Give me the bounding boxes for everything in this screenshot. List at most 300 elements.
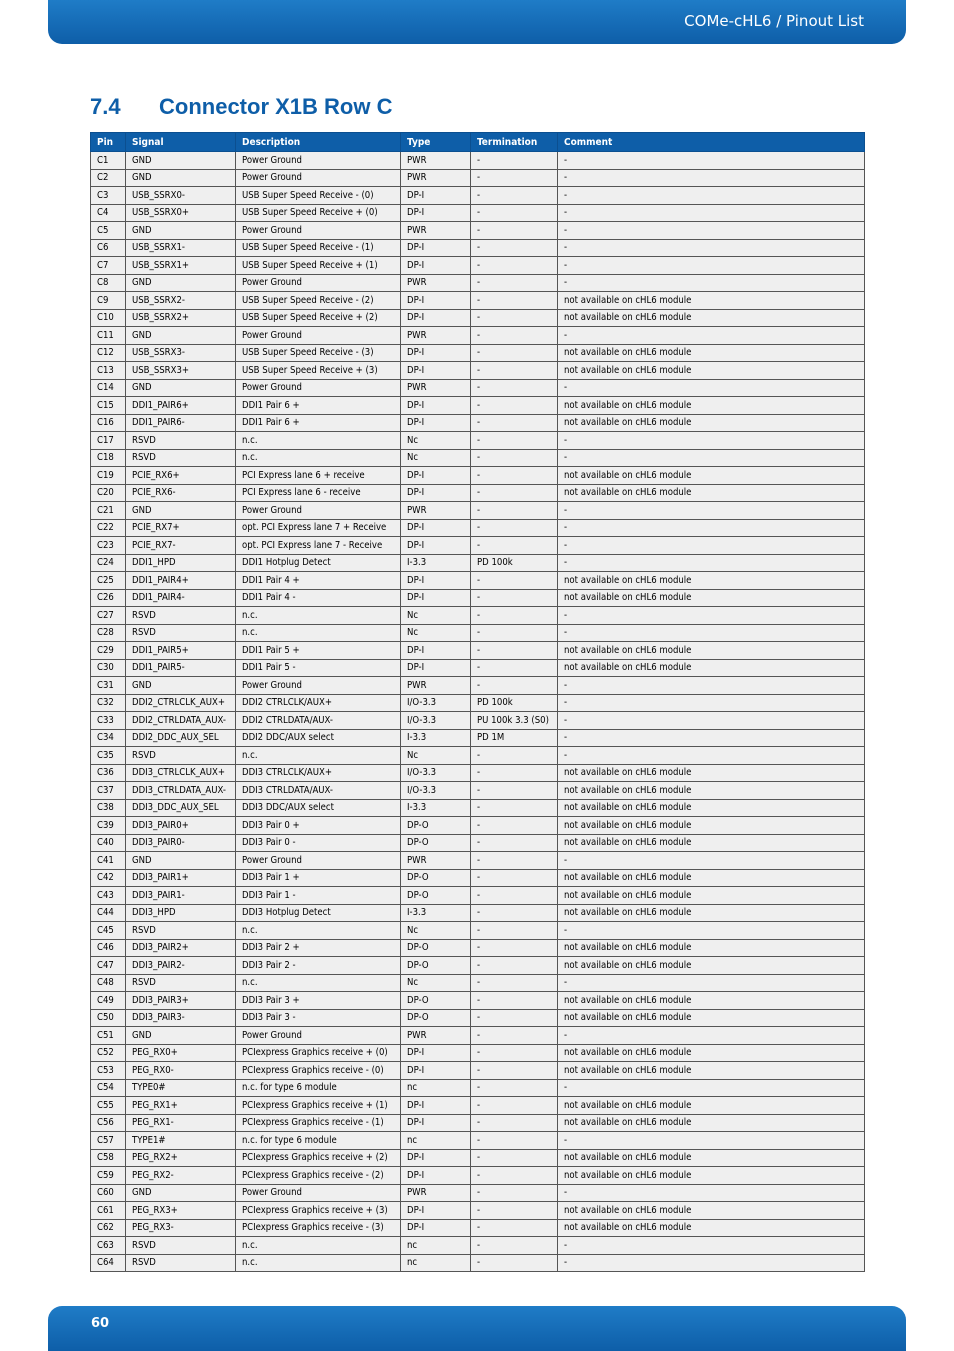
cell-description: opt. PCI Express lane 7 + Receive xyxy=(236,519,401,537)
cell-pin: C18 xyxy=(91,449,126,467)
cell-pin: C14 xyxy=(91,379,126,397)
cell-pin: C54 xyxy=(91,1079,126,1097)
cell-description: USB Super Speed Receive - (0) xyxy=(236,187,401,205)
cell-signal: USB_SSRX2- xyxy=(126,292,236,310)
cell-signal: PEG_RX3+ xyxy=(126,1202,236,1220)
cell-description: PCIexpress Graphics receive - (0) xyxy=(236,1062,401,1080)
cell-type: DP-O xyxy=(401,992,471,1010)
cell-pin: C2 xyxy=(91,169,126,187)
cell-signal: USB_SSRX0- xyxy=(126,187,236,205)
cell-comment: - xyxy=(558,712,865,730)
table-row xyxy=(91,1027,865,1045)
table-row xyxy=(91,974,865,992)
table-row xyxy=(91,204,865,222)
cell-termination: - xyxy=(471,309,558,327)
cell-comment: - xyxy=(558,204,865,222)
table-row xyxy=(91,939,865,957)
cell-description: Power Ground xyxy=(236,502,401,520)
table-row xyxy=(91,257,865,275)
cell-type: DP-I xyxy=(401,1202,471,1220)
cell-type: DP-I xyxy=(401,589,471,607)
cell-comment: - xyxy=(558,1132,865,1150)
cell-comment: - xyxy=(558,537,865,555)
cell-description: PCIexpress Graphics receive + (3) xyxy=(236,1202,401,1220)
cell-signal: RSVD xyxy=(126,624,236,642)
cell-signal: GND xyxy=(126,1027,236,1045)
table-row xyxy=(91,1184,865,1202)
cell-type: nc xyxy=(401,1254,471,1272)
cell-signal: USB_SSRX2+ xyxy=(126,309,236,327)
cell-termination: - xyxy=(471,764,558,782)
cell-signal: DDI1_PAIR6+ xyxy=(126,397,236,415)
cell-description: USB Super Speed Receive - (3) xyxy=(236,344,401,362)
cell-type: Nc xyxy=(401,432,471,450)
cell-comment: not available on cHL6 module xyxy=(558,659,865,677)
cell-comment: not available on cHL6 module xyxy=(558,817,865,835)
cell-pin: C21 xyxy=(91,502,126,520)
table-row xyxy=(91,817,865,835)
cell-pin: C47 xyxy=(91,957,126,975)
cell-signal: DDI1_PAIR5+ xyxy=(126,642,236,660)
cell-description: USB Super Speed Receive + (0) xyxy=(236,204,401,222)
cell-signal: RSVD xyxy=(126,449,236,467)
cell-type: DP-I xyxy=(401,1044,471,1062)
cell-type: Nc xyxy=(401,607,471,625)
table-row xyxy=(91,869,865,887)
cell-pin: C42 xyxy=(91,869,126,887)
table-row xyxy=(91,169,865,187)
table-row xyxy=(91,782,865,800)
cell-termination: - xyxy=(471,537,558,555)
cell-type: I-3.3 xyxy=(401,904,471,922)
cell-pin: C7 xyxy=(91,257,126,275)
table-row xyxy=(91,432,865,450)
table-row xyxy=(91,1149,865,1167)
cell-signal: RSVD xyxy=(126,922,236,940)
table-row xyxy=(91,607,865,625)
cell-comment: not available on cHL6 module xyxy=(558,1114,865,1132)
cell-termination: - xyxy=(471,327,558,345)
table-row xyxy=(91,274,865,292)
cell-pin: C22 xyxy=(91,519,126,537)
cell-type: DP-I xyxy=(401,292,471,310)
cell-signal: DDI1_PAIR6- xyxy=(126,414,236,432)
footer-bar xyxy=(48,1306,906,1351)
table-row xyxy=(91,904,865,922)
cell-description: DDI1 Pair 4 - xyxy=(236,589,401,607)
cell-termination: - xyxy=(471,204,558,222)
cell-signal: PEG_RX2- xyxy=(126,1167,236,1185)
cell-termination: - xyxy=(471,799,558,817)
cell-comment: not available on cHL6 module xyxy=(558,1149,865,1167)
cell-comment: - xyxy=(558,922,865,940)
cell-pin: C38 xyxy=(91,799,126,817)
cell-pin: C45 xyxy=(91,922,126,940)
table-row xyxy=(91,992,865,1010)
cell-signal: PEG_RX0- xyxy=(126,1062,236,1080)
table-row xyxy=(91,379,865,397)
cell-comment: - xyxy=(558,187,865,205)
cell-comment: - xyxy=(558,222,865,240)
table-row xyxy=(91,834,865,852)
cell-signal: PEG_RX0+ xyxy=(126,1044,236,1062)
cell-termination: - xyxy=(471,1114,558,1132)
cell-type: DP-I xyxy=(401,467,471,485)
cell-description: Power Ground xyxy=(236,852,401,870)
table-row xyxy=(91,1132,865,1150)
cell-comment: not available on cHL6 module xyxy=(558,397,865,415)
cell-description: USB Super Speed Receive + (2) xyxy=(236,309,401,327)
cell-description: DDI3 Pair 3 - xyxy=(236,1009,401,1027)
cell-description: DDI2 CTRLCLK/AUX+ xyxy=(236,694,401,712)
cell-description: PCI Express lane 6 + receive xyxy=(236,467,401,485)
cell-signal: RSVD xyxy=(126,974,236,992)
cell-termination: PD 100k xyxy=(471,554,558,572)
cell-comment: - xyxy=(558,327,865,345)
cell-description: DDI2 CTRLDATA/AUX- xyxy=(236,712,401,730)
cell-pin: C26 xyxy=(91,589,126,607)
document-title: COMe-cHL6 / Pinout List xyxy=(684,12,864,30)
cell-description: Power Ground xyxy=(236,379,401,397)
cell-description: DDI3 Pair 2 - xyxy=(236,957,401,975)
cell-type: DP-I xyxy=(401,414,471,432)
cell-signal: DDI3_PAIR3+ xyxy=(126,992,236,1010)
cell-termination: - xyxy=(471,1097,558,1115)
table-row xyxy=(91,922,865,940)
cell-type: PWR xyxy=(401,677,471,695)
cell-comment: - xyxy=(558,729,865,747)
cell-comment: - xyxy=(558,852,865,870)
cell-type: PWR xyxy=(401,379,471,397)
column-header-comment: Comment xyxy=(558,133,865,152)
cell-type: I-3.3 xyxy=(401,554,471,572)
cell-signal: TYPE0# xyxy=(126,1079,236,1097)
cell-comment: not available on cHL6 module xyxy=(558,869,865,887)
cell-type: PWR xyxy=(401,222,471,240)
cell-type: DP-I xyxy=(401,1097,471,1115)
cell-termination: - xyxy=(471,747,558,765)
cell-type: DP-I xyxy=(401,519,471,537)
cell-signal: USB_SSRX1- xyxy=(126,239,236,257)
cell-description: DDI3 Pair 1 - xyxy=(236,887,401,905)
cell-termination: - xyxy=(471,239,558,257)
cell-comment: not available on cHL6 module xyxy=(558,1219,865,1237)
cell-termination: - xyxy=(471,659,558,677)
cell-type: DP-O xyxy=(401,834,471,852)
table-row xyxy=(91,327,865,345)
cell-termination: - xyxy=(471,677,558,695)
cell-type: nc xyxy=(401,1132,471,1150)
cell-signal: DDI2_CTRLCLK_AUX+ xyxy=(126,694,236,712)
cell-description: DDI1 Pair 6 + xyxy=(236,414,401,432)
cell-description: DDI3 Pair 1 + xyxy=(236,869,401,887)
cell-pin: C11 xyxy=(91,327,126,345)
cell-type: DP-I xyxy=(401,397,471,415)
table-row xyxy=(91,292,865,310)
cell-description: DDI1 Pair 4 + xyxy=(236,572,401,590)
cell-comment: not available on cHL6 module xyxy=(558,904,865,922)
cell-signal: GND xyxy=(126,169,236,187)
cell-signal: DDI3_PAIR1- xyxy=(126,887,236,905)
cell-type: I-3.3 xyxy=(401,799,471,817)
cell-pin: C28 xyxy=(91,624,126,642)
cell-type: DP-I xyxy=(401,309,471,327)
cell-comment: - xyxy=(558,274,865,292)
cell-comment: - xyxy=(558,257,865,275)
cell-type: PWR xyxy=(401,1184,471,1202)
cell-signal: PEG_RX1+ xyxy=(126,1097,236,1115)
table-row xyxy=(91,589,865,607)
cell-description: DDI1 Hotplug Detect xyxy=(236,554,401,572)
cell-type: DP-I xyxy=(401,572,471,590)
cell-type: Nc xyxy=(401,624,471,642)
cell-termination: - xyxy=(471,869,558,887)
cell-type: DP-I xyxy=(401,204,471,222)
cell-description: DDI3 CTRLDATA/AUX- xyxy=(236,782,401,800)
cell-termination: - xyxy=(471,624,558,642)
cell-comment: not available on cHL6 module xyxy=(558,992,865,1010)
cell-pin: C8 xyxy=(91,274,126,292)
cell-type: DP-O xyxy=(401,1009,471,1027)
cell-signal: GND xyxy=(126,502,236,520)
table-row xyxy=(91,642,865,660)
cell-termination: - xyxy=(471,362,558,380)
cell-signal: DDI3_PAIR2+ xyxy=(126,939,236,957)
cell-comment: - xyxy=(558,624,865,642)
cell-description: Power Ground xyxy=(236,222,401,240)
cell-pin: C43 xyxy=(91,887,126,905)
table-row xyxy=(91,1062,865,1080)
cell-description: DDI3 CTRLCLK/AUX+ xyxy=(236,764,401,782)
table-row xyxy=(91,729,865,747)
cell-comment: not available on cHL6 module xyxy=(558,834,865,852)
cell-termination: - xyxy=(471,974,558,992)
table-row xyxy=(91,1009,865,1027)
cell-termination: - xyxy=(471,572,558,590)
cell-pin: C20 xyxy=(91,484,126,502)
cell-pin: C63 xyxy=(91,1237,126,1255)
cell-comment: not available on cHL6 module xyxy=(558,1044,865,1062)
cell-description: DDI1 Pair 6 + xyxy=(236,397,401,415)
cell-description: USB Super Speed Receive - (2) xyxy=(236,292,401,310)
table-row xyxy=(91,799,865,817)
cell-termination: - xyxy=(471,414,558,432)
cell-comment: not available on cHL6 module xyxy=(558,572,865,590)
cell-comment: not available on cHL6 module xyxy=(558,362,865,380)
cell-pin: C4 xyxy=(91,204,126,222)
column-header-termination: Termination xyxy=(471,133,558,152)
cell-pin: C31 xyxy=(91,677,126,695)
cell-termination: - xyxy=(471,782,558,800)
cell-signal: RSVD xyxy=(126,432,236,450)
cell-type: PWR xyxy=(401,169,471,187)
cell-pin: C46 xyxy=(91,939,126,957)
table-row xyxy=(91,519,865,537)
cell-comment: not available on cHL6 module xyxy=(558,799,865,817)
cell-comment: not available on cHL6 module xyxy=(558,642,865,660)
cell-type: DP-I xyxy=(401,239,471,257)
cell-type: DP-O xyxy=(401,869,471,887)
cell-pin: C25 xyxy=(91,572,126,590)
cell-type: DP-I xyxy=(401,344,471,362)
cell-termination: PU 100k 3.3 (S0) xyxy=(471,712,558,730)
cell-type: DP-I xyxy=(401,1219,471,1237)
cell-pin: C36 xyxy=(91,764,126,782)
table-row xyxy=(91,957,865,975)
cell-signal: GND xyxy=(126,222,236,240)
cell-type: PWR xyxy=(401,152,471,170)
table-row xyxy=(91,239,865,257)
cell-type: I/O-3.3 xyxy=(401,764,471,782)
cell-type: DP-I xyxy=(401,1167,471,1185)
cell-pin: C62 xyxy=(91,1219,126,1237)
cell-termination: - xyxy=(471,642,558,660)
cell-termination: - xyxy=(471,519,558,537)
cell-termination: - xyxy=(471,222,558,240)
cell-termination: - xyxy=(471,1219,558,1237)
cell-description: DDI1 Pair 5 + xyxy=(236,642,401,660)
cell-signal: PEG_RX1- xyxy=(126,1114,236,1132)
cell-description: n.c. xyxy=(236,1254,401,1272)
cell-signal: PEG_RX2+ xyxy=(126,1149,236,1167)
cell-termination: - xyxy=(471,397,558,415)
table-row xyxy=(91,362,865,380)
cell-termination: - xyxy=(471,502,558,520)
cell-signal: DDI3_PAIR2- xyxy=(126,957,236,975)
cell-signal: TYPE1# xyxy=(126,1132,236,1150)
table-row xyxy=(91,1114,865,1132)
cell-signal: DDI1_PAIR4- xyxy=(126,589,236,607)
cell-comment: - xyxy=(558,607,865,625)
cell-pin: C12 xyxy=(91,344,126,362)
cell-termination: - xyxy=(471,1184,558,1202)
cell-signal: PCIE_RX7+ xyxy=(126,519,236,537)
cell-type: DP-O xyxy=(401,887,471,905)
cell-comment: not available on cHL6 module xyxy=(558,957,865,975)
table-row xyxy=(91,1219,865,1237)
cell-signal: GND xyxy=(126,677,236,695)
cell-pin: C52 xyxy=(91,1044,126,1062)
cell-comment: - xyxy=(558,747,865,765)
cell-type: DP-I xyxy=(401,537,471,555)
cell-pin: C34 xyxy=(91,729,126,747)
section-number: 7.4 xyxy=(90,94,121,119)
cell-termination: - xyxy=(471,1132,558,1150)
cell-type: I/O-3.3 xyxy=(401,694,471,712)
cell-termination: - xyxy=(471,1202,558,1220)
table-row xyxy=(91,1079,865,1097)
cell-pin: C49 xyxy=(91,992,126,1010)
cell-type: DP-I xyxy=(401,257,471,275)
cell-description: n.c. xyxy=(236,449,401,467)
cell-comment: - xyxy=(558,152,865,170)
cell-comment: not available on cHL6 module xyxy=(558,1202,865,1220)
cell-signal: GND xyxy=(126,379,236,397)
cell-pin: C23 xyxy=(91,537,126,555)
table-row xyxy=(91,414,865,432)
cell-pin: C58 xyxy=(91,1149,126,1167)
cell-termination: - xyxy=(471,344,558,362)
cell-termination: - xyxy=(471,1237,558,1255)
cell-comment: - xyxy=(558,974,865,992)
cell-comment: not available on cHL6 module xyxy=(558,589,865,607)
cell-comment: not available on cHL6 module xyxy=(558,467,865,485)
cell-comment: - xyxy=(558,1254,865,1272)
cell-description: n.c. xyxy=(236,607,401,625)
cell-termination: - xyxy=(471,852,558,870)
table-row xyxy=(91,484,865,502)
cell-description: PCIexpress Graphics receive + (1) xyxy=(236,1097,401,1115)
cell-termination: - xyxy=(471,257,558,275)
cell-termination: - xyxy=(471,939,558,957)
table-row xyxy=(91,887,865,905)
table-row xyxy=(91,467,865,485)
cell-pin: C33 xyxy=(91,712,126,730)
cell-description: n.c. xyxy=(236,974,401,992)
cell-pin: C5 xyxy=(91,222,126,240)
table-row xyxy=(91,624,865,642)
column-header-type: Type xyxy=(401,133,471,152)
cell-signal: DDI1_PAIR4+ xyxy=(126,572,236,590)
cell-signal: GND xyxy=(126,327,236,345)
cell-description: USB Super Speed Receive - (1) xyxy=(236,239,401,257)
cell-signal: RSVD xyxy=(126,1254,236,1272)
table-body xyxy=(91,152,865,1272)
cell-type: Nc xyxy=(401,974,471,992)
cell-pin: C64 xyxy=(91,1254,126,1272)
cell-type: DP-I xyxy=(401,642,471,660)
cell-description: Power Ground xyxy=(236,274,401,292)
cell-signal: DDI1_HPD xyxy=(126,554,236,572)
cell-description: Power Ground xyxy=(236,152,401,170)
cell-termination: - xyxy=(471,169,558,187)
cell-pin: C35 xyxy=(91,747,126,765)
table-row xyxy=(91,344,865,362)
cell-description: PCIexpress Graphics receive - (2) xyxy=(236,1167,401,1185)
table-row xyxy=(91,554,865,572)
cell-pin: C48 xyxy=(91,974,126,992)
cell-termination: - xyxy=(471,1167,558,1185)
cell-pin: C59 xyxy=(91,1167,126,1185)
cell-comment: not available on cHL6 module xyxy=(558,764,865,782)
cell-description: PCIexpress Graphics receive + (2) xyxy=(236,1149,401,1167)
cell-pin: C19 xyxy=(91,467,126,485)
column-header-signal: Signal xyxy=(126,133,236,152)
cell-pin: C6 xyxy=(91,239,126,257)
table-row xyxy=(91,694,865,712)
cell-type: DP-I xyxy=(401,187,471,205)
table-row xyxy=(91,659,865,677)
cell-description: opt. PCI Express lane 7 - Receive xyxy=(236,537,401,555)
cell-type: DP-O xyxy=(401,957,471,975)
cell-description: DDI3 Hotplug Detect xyxy=(236,904,401,922)
cell-comment: not available on cHL6 module xyxy=(558,344,865,362)
cell-comment: not available on cHL6 module xyxy=(558,782,865,800)
cell-signal: GND xyxy=(126,274,236,292)
cell-description: DDI3 Pair 2 + xyxy=(236,939,401,957)
cell-description: n.c. xyxy=(236,922,401,940)
cell-type: PWR xyxy=(401,1027,471,1045)
cell-description: n.c. for type 6 module xyxy=(236,1079,401,1097)
cell-signal: DDI3_PAIR0+ xyxy=(126,817,236,835)
cell-comment: - xyxy=(558,432,865,450)
cell-signal: DDI3_HPD xyxy=(126,904,236,922)
table-row xyxy=(91,449,865,467)
cell-signal: DDI2_CTRLDATA_AUX- xyxy=(126,712,236,730)
cell-pin: C16 xyxy=(91,414,126,432)
cell-type: PWR xyxy=(401,274,471,292)
table-row xyxy=(91,309,865,327)
